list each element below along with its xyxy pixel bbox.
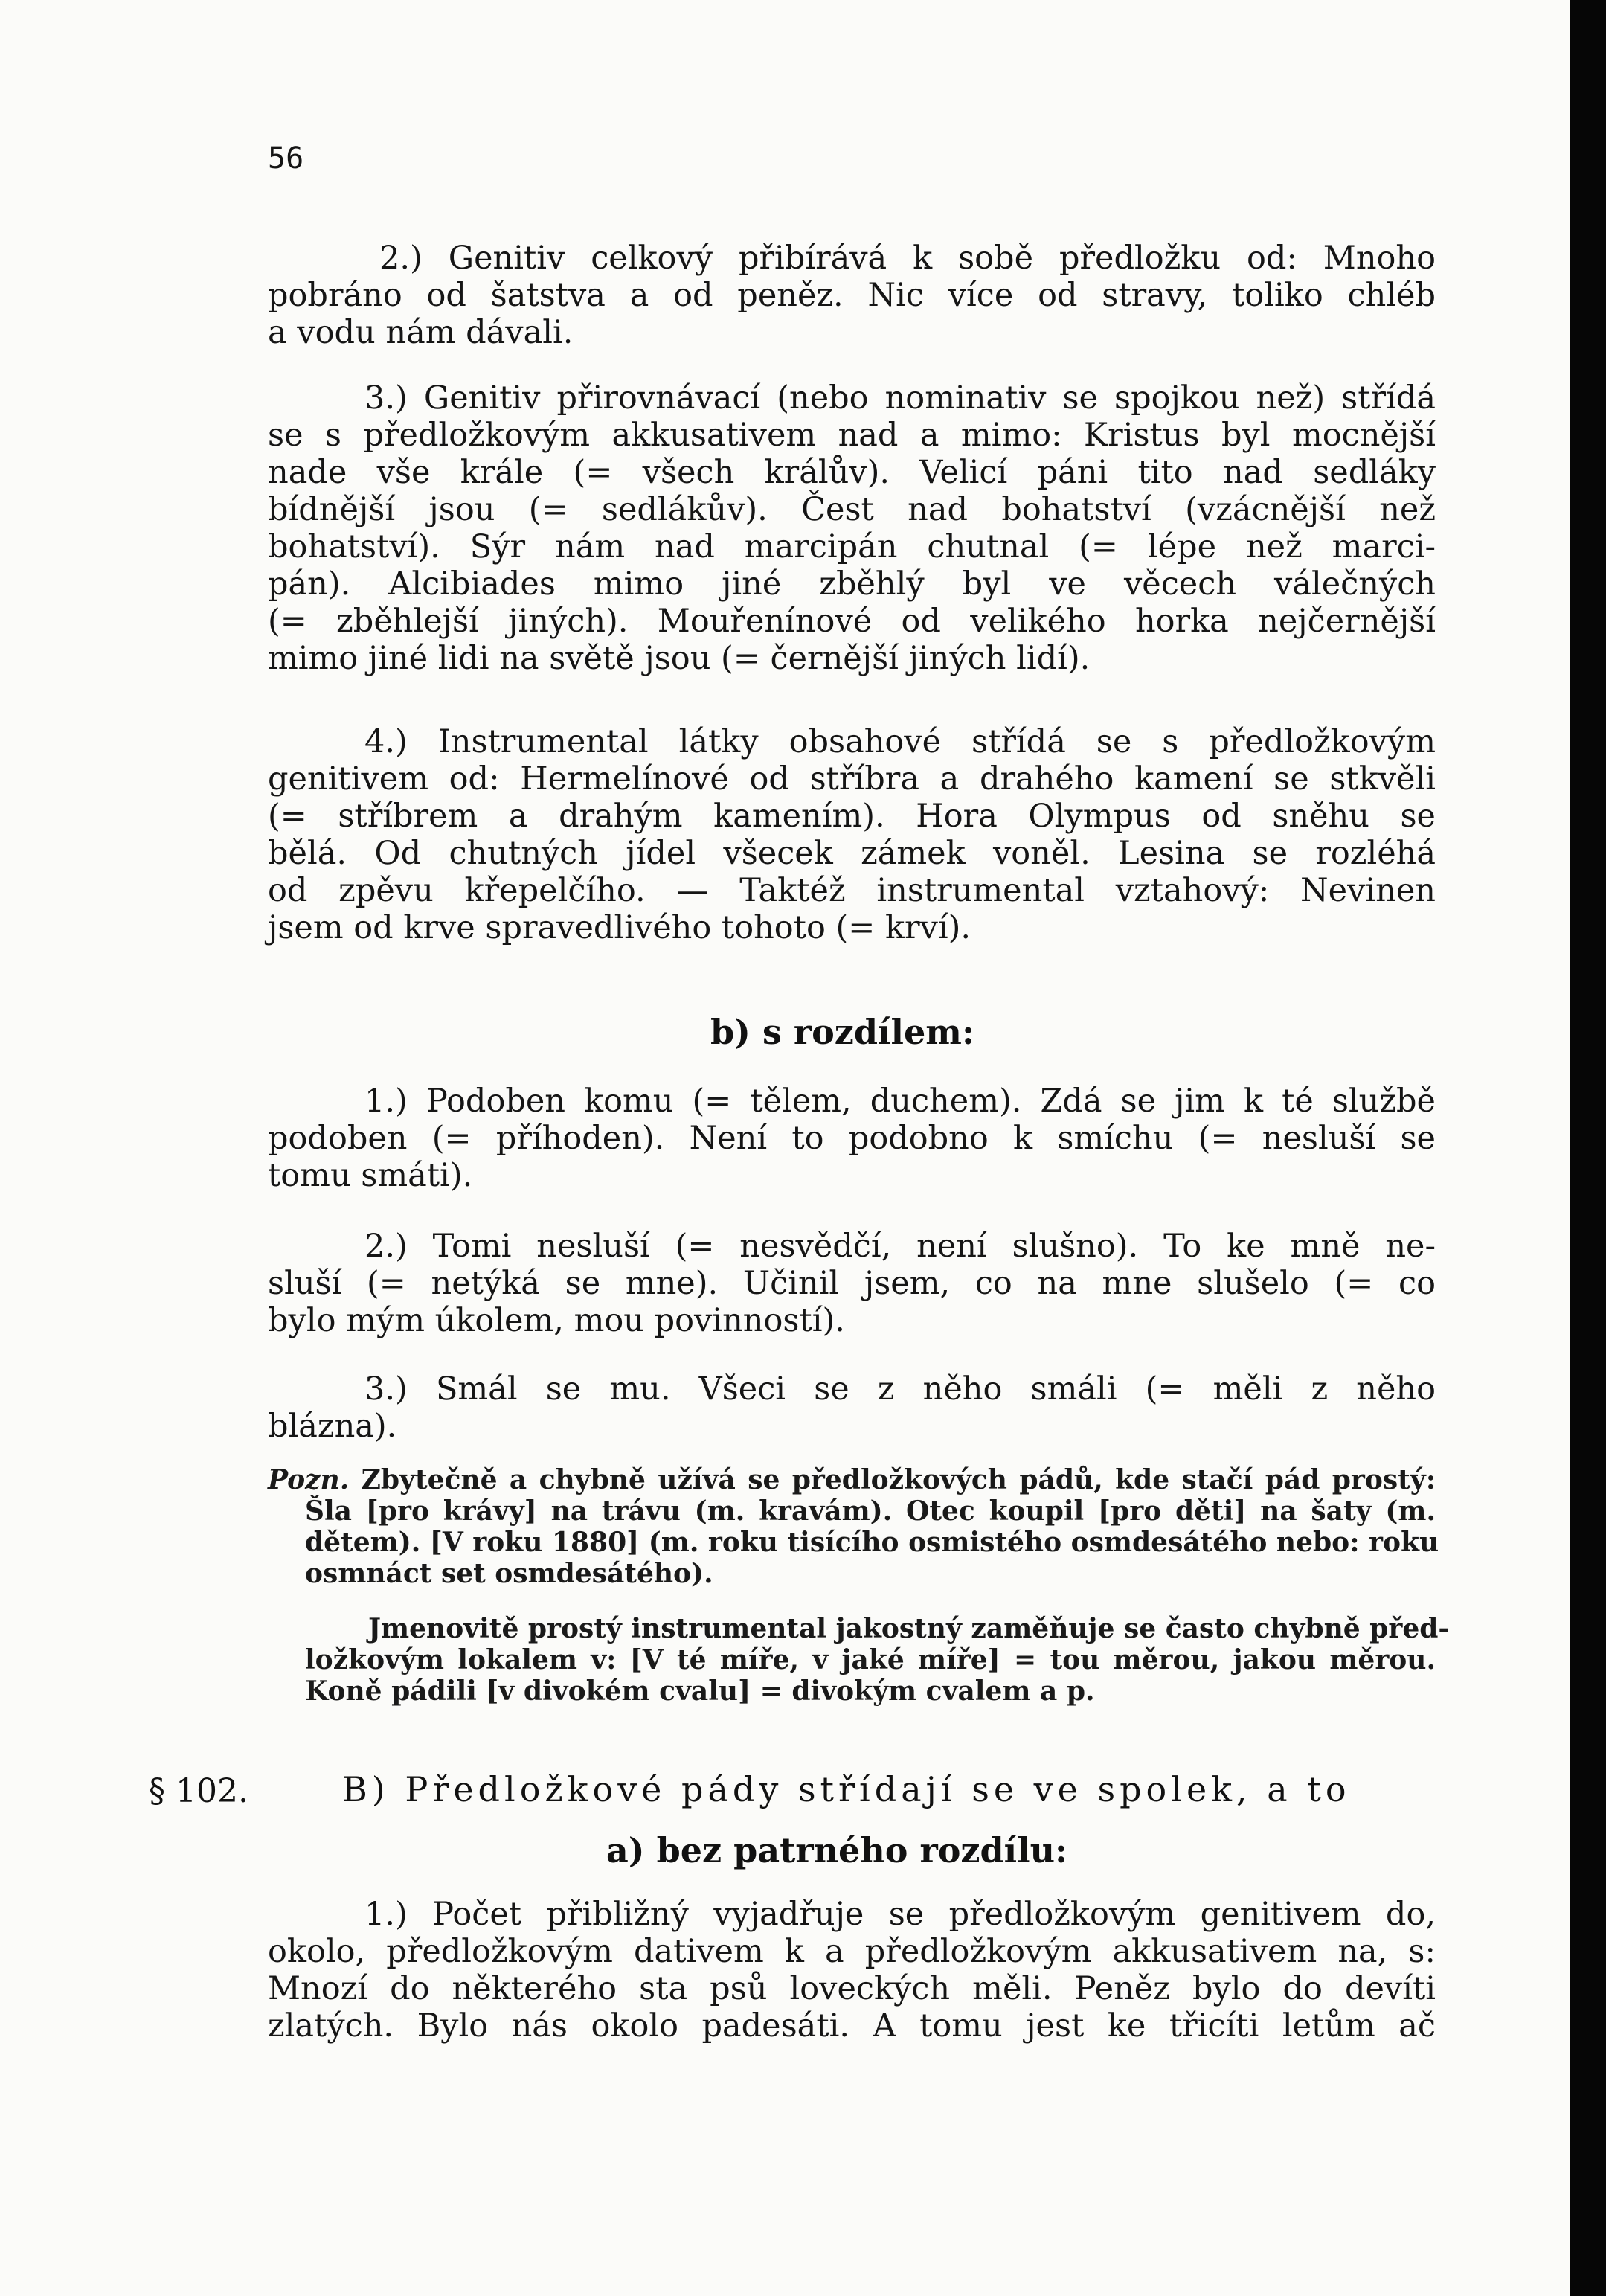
text-line: mimo jiné lidi na světě jsou (= černější jiných lidí).	[268, 640, 1091, 677]
text-line: 2.) Tomi nesluší (= nesvědčí, není slušno). To ke mně ne-	[364, 1228, 1436, 1265]
text-line: Šla [pro krávy] na trávu (m. kravám). Otec koupil [pro děti] na šaty (m.	[305, 1495, 1436, 1527]
text-line: jsem od krve spravedlivého tohoto (= krví).	[268, 909, 971, 946]
heading-b: b) s rozdílem:	[710, 1012, 974, 1052]
text-line: okolo, předložkovým dativem k a předložkovým akkusativem na, s:	[268, 1933, 1436, 1970]
b-paragraph-2	[268, 1228, 1436, 1339]
text-line: se s předložkovým akkusativem nad a mimo: Kristus byl mocnější	[268, 417, 1436, 454]
text-line: ložkovým lokalem v: [V té míře, v jaké míře] = tou měrou, jakou měrou.	[305, 1644, 1436, 1675]
note-text: Zbytečně a chybně užívá se předložkových pádů, kde stačí pád prostý:	[361, 1464, 1436, 1495]
note-1	[268, 1464, 1439, 1589]
text-line: nade vše krále (= všech králův). Velicí páni tito nad sedláky	[268, 454, 1436, 491]
subheading-a: a) bez patrného rozdílu:	[606, 1830, 1068, 1870]
note-2	[268, 1613, 1450, 1707]
text-line: bídnější jsou (= sedlákův). Čest nad bohatství (vzácnější než	[268, 491, 1436, 528]
text-line: pobráno od šatstva a od peněz. Nic více od stravy, toliko chléb	[268, 277, 1436, 314]
text-line: 3.) Smál se mu. Všeci se z něho smáli (= měli z něho	[364, 1370, 1436, 1408]
text-line: Koně pádili [v divokém cvalu] = divokým cvalem a p.	[305, 1675, 1095, 1707]
text-line: dětem). [V roku 1880] (m. roku tisícího osmistého osmdesátého nebo: roku	[305, 1527, 1439, 1558]
section-paragraph-1	[268, 1896, 1436, 2045]
b-paragraph-3	[268, 1370, 1436, 1445]
text-line: od zpěvu křepelčího. — Taktéž instrumental vztahový: Nevinen	[268, 872, 1436, 909]
text-line: 1.) Podoben komu (= tělem, duchem). Zdá se jim k té službě	[364, 1083, 1436, 1120]
text-line: a vodu nám dávali.	[268, 314, 574, 351]
text-line: bohatství). Sýr nám nad marcipán chutnal (= lépe než marci-	[268, 528, 1436, 565]
paragraph-3	[268, 379, 1436, 677]
text-line: 3.) Genitiv přirovnávací (nebo nominativ se spojkou než) střídá	[364, 379, 1436, 417]
text-line: bylo mým úkolem, mou povinností).	[268, 1302, 845, 1339]
text-line: (= zběhlejší jiných). Mouřenínové od velikého horka nejčernější	[268, 603, 1436, 640]
text-line: pán). Alcibiades mimo jiné zběhlý byl ve věcech válečných	[268, 565, 1436, 603]
b-paragraph-1	[268, 1083, 1436, 1194]
text-line: Mnozí do některého sta psů loveckých měli. Peněz bylo do devíti	[268, 1970, 1436, 2007]
text-line: sluší (= netýká se mne). Učinil jsem, co na mne slušelo (= co	[268, 1265, 1436, 1302]
note-label: Pozn.	[268, 1464, 350, 1495]
text-line	[268, 1464, 1436, 1495]
text-line: bělá. Od chutných jídel všecek zámek voněl. Lesina se rozléhá	[268, 835, 1436, 872]
page-number: 56	[268, 141, 304, 176]
paragraph-4	[268, 723, 1436, 946]
text-line: genitivem od: Hermelínové od stříbra a drahého kamení se stkvěli	[268, 760, 1436, 798]
text-line: Jmenovitě prostý instrumental jakostný zaměňuje se často chybně před-	[368, 1613, 1450, 1644]
text-line: zlatých. Bylo nás okolo padesáti. A tomu jest ke třicíti letům ač	[268, 2007, 1436, 2045]
text-line: osmnáct set osmdesátého).	[305, 1558, 713, 1589]
text-line: (= stříbrem a drahým kamením). Hora Olympus od sněhu se	[268, 798, 1436, 835]
text-line: 2.) Genitiv celkový přibírává k sobě předložku od: Mnoho	[379, 240, 1436, 277]
text-line: 4.) Instrumental látky obsahové střídá se s předložkovým	[364, 723, 1436, 760]
scan-edge	[1570, 0, 1606, 2296]
text-line: podoben (= příhoden). Není to podobno k smíchu (= nesluší se	[268, 1120, 1436, 1157]
section-number: § 102.	[149, 1772, 248, 1810]
text-line: blázna).	[268, 1408, 397, 1445]
text-line: tomu smáti).	[268, 1157, 473, 1194]
text-line: 1.) Počet přibližný vyjadřuje se předložkovým genitivem do,	[364, 1896, 1436, 1933]
section-title: B) Předložkové pády střídají se ve spolek, a to	[342, 1769, 1351, 1809]
paragraph-2	[268, 240, 1436, 351]
